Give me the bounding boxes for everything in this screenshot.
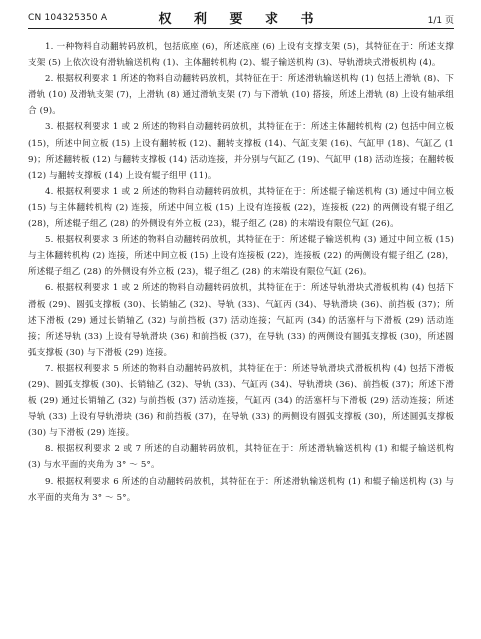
document-title: 权 利 要 求 书 (158, 12, 323, 27)
header-divider (28, 28, 454, 29)
claim-2: 2. 根据权利要求 1 所述的物料自动翻转码放机，其特征在于：所述滑轨输送机构 (1) 包括上滑轨 (8)、下滑轨 (10) 及滑轨支架 (7)，上滑轨 (8) 通过滑轨支架 (7) 与下滑轨 (10) 搭接，所述上滑轨 (8) 上设有轴承组合 (9)。 (28, 74, 454, 117)
claim-6: 6. 根据权利要求 1 或 2 所述的物料自动翻转码放机，其特征在于：所述导轨滑块式滑板机构 (4) 包括下滑板 (29)、圆弧支撑板 (30)、长销轴乙 (32)、导轨 (33)、气缸丙 (34)、导轨滑块 (36)、前挡板 (37)；所述下滑板 (29) 通过长销轴乙 (32) 与前挡板 (37) 活动连接；气缸丙 (34) 的活塞杆与下滑板 (29) 活动连接；所述导轨 (33) 上设有导轨滑块 (36) 和前挡板 (37)，在导轨 (33) 的两侧设有圆弧支撑板 (30)，所述圆弧支撑板 (30) 与下滑板 (29) 连接。 (28, 283, 454, 358)
claim-1: 1. 一种物料自动翻转码放机，包括底座 (6)，所述底座 (6) 上设有支撑支架 (5)，其特征在于：所述支撑支架 (5) 上依次设有滑轨输送机构 (1)、主体翻转机构 (2)、辊子输送机构 (3)、导轨滑块式滑板机构 (4)。 (28, 42, 454, 69)
claim-4: 4. 根据权利要求 1 或 2 所述的物料自动翻转码放机，其特征在于：所述辊子输送机构 (3) 通过中间立板 (15) 与主体翻转机构 (2) 连接，所述中间立板 (15) 上设有连接板 (22)，连接板 (22) 的两侧设有辊子组乙 (28)，所述辊子组乙 (28) 的外侧设有外立板 (23)，辊子组乙 (28) 的末端设有限位气缸 (26)。 (28, 186, 454, 230)
claim-3: 3. 根据权利要求 1 或 2 所述的物料自动翻转码放机，其特征在于：所述主体翻转机构 (2) 包括中间立板 (15)，所述中间立板 (15) 上设有翻转板 (12)、翻转支撑板 (14)、气缸支架 (16)、气缸甲 (18)、气缸乙 (19)；所述翻转板 (12) 与翻转支撑板 (14) 活动连接，并分别与气缸乙 (19)、气缸甲 (18) 活动连接；在翻转板 (12) 与翻转支撑板 (14) 上设有辊子组甲 (11)。 (28, 122, 454, 181)
claim-9: 9. 根据权利要求 6 所述的自动翻转码放机，其特征在于：所述滑轨输送机构 (1) 和辊子输送机构 (3) 与水平面的夹角为 3° ～ 5°。 (28, 476, 454, 503)
claim-7: 7. 根据权利要求 5 所述的物料自动翻转码放机，其特征在于：所述导轨滑块式滑板机构 (4) 包括下滑板 (29)、圆弧支撑板 (30)、长销轴乙 (32)、导轨 (33)、气缸丙 (34)、导轨滑块 (36)、前挡板 (37)；所述下滑板 (29) 通过长销轴乙 (32) 与前挡板 (37) 活动连接，气缸丙 (34) 的活塞杆与下滑板 (29) 活动连接；所述导轨 (33) 上设有导轨滑块 (36) 和前挡板 (37)，在导轨 (33) 的两侧设有圆弧支撑板 (30)，所述圆弧支撑板 (30) 与下滑板 (29) 连接。 (28, 363, 454, 439)
page-header (0, 0, 481, 28)
publication-number: CN 104325350 A (28, 13, 108, 23)
claims-body (28, 39, 454, 506)
claim-8: 8. 根据权利要求 2 或 7 所述的自动翻转码放机，其特征在于：所述滑轨输送机构 (1) 和辊子输送机构 (3) 与水平面的夹角为 3° ～ 5°。 (28, 444, 454, 471)
claim-5: 5. 根据权利要求 3 所述的物料自动翻转码放机，其特征在于：所述辊子输送机构 (3) 通过中间立板 (15) 与主体翻转机构 (2) 连接，所述中间立板 (15) 上设有连接板 (22)，连接板 (22) 的两侧设有辊子组乙 (28)，所述辊子组乙 (28) 的外侧设有外立板 (23)，辊子组乙 (28) 的末端设有限位气缸 (26)。 (28, 235, 454, 278)
page-number: 1/1 页 (427, 16, 454, 26)
